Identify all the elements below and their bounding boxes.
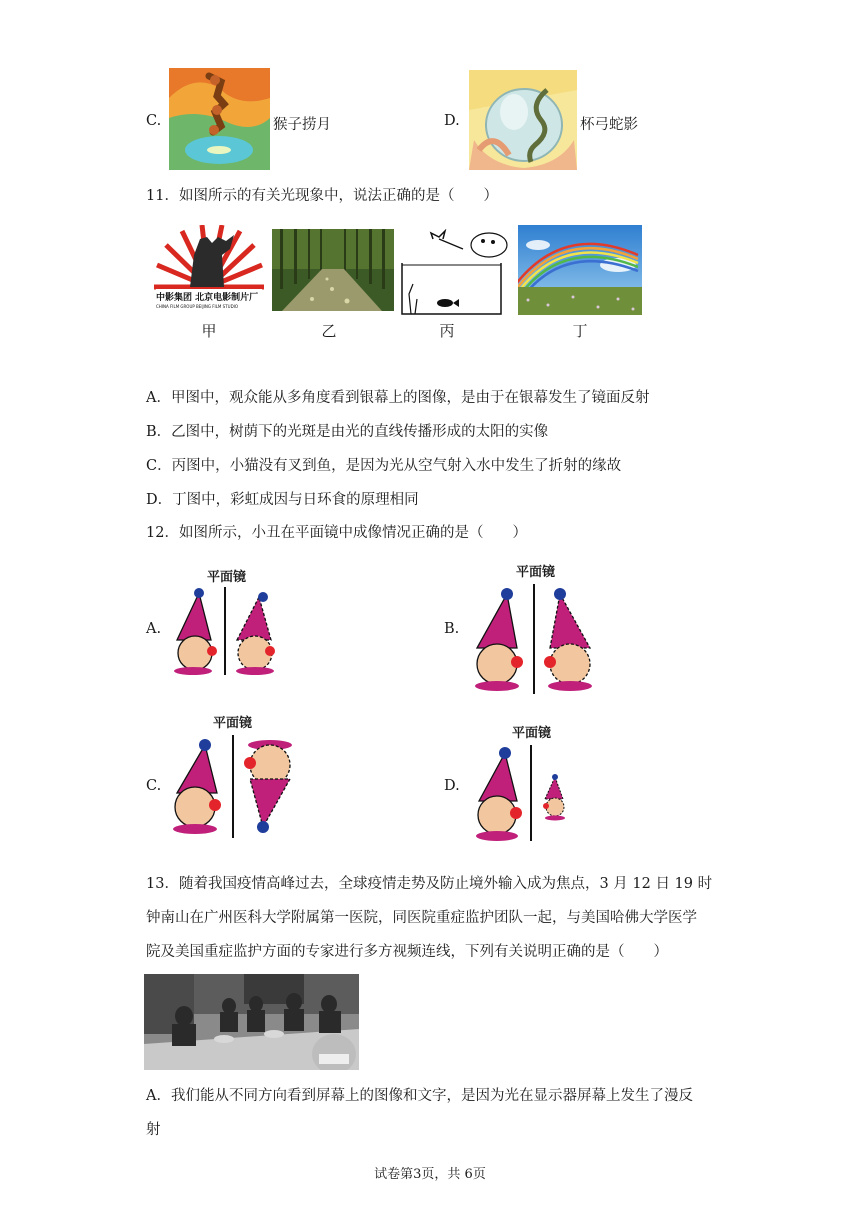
option-c-label: 猴子捞月 <box>273 117 331 133</box>
q12-option-a-letter: A. <box>146 621 162 637</box>
caption-ding: 丁 <box>572 322 588 340</box>
q11-option-b: B．乙图中，树荫下的光斑是由光的直线传播形成的太阳的实像 <box>146 424 549 440</box>
monkey-moon-picture <box>169 68 270 170</box>
caption-bing: 丙 <box>439 322 455 340</box>
clown-option-d-figure <box>467 743 587 848</box>
q12-option-c-letter: C. <box>146 778 162 794</box>
q13-option-a-line-2: 射 <box>146 1122 161 1138</box>
clown-option-c-figure <box>165 733 300 843</box>
video-conference-photo <box>144 974 359 1070</box>
clown-option-a-figure <box>165 585 285 680</box>
q11-option-a: A．甲图中，观众能从多角度看到银幕上的图像，是由于在银幕发生了镜面反射 <box>146 390 650 406</box>
q13-stem-line-2: 钟南山在广州医科大学附属第一医院，同医院重症监护团队一起，与美国哈佛大学医学 <box>146 910 697 926</box>
mirror-label-c: 平面镜 <box>213 716 253 731</box>
q12-option-b-letter: B. <box>444 621 460 637</box>
q13-stem-line-3: 院及美国重症监护方面的专家进行多方视频连线，下列有关说明正确的是（ ） <box>146 944 668 960</box>
option-c-letter: C. <box>146 113 162 129</box>
caption-yi: 乙 <box>321 322 337 340</box>
q11-option-c: C．丙图中，小猫没有叉到鱼，是因为光从空气射入水中发生了折射的缘故 <box>146 458 622 474</box>
clown-option-b-figure <box>462 582 602 697</box>
tree-shade-picture <box>272 229 394 311</box>
mirror-label-a: 平面镜 <box>207 570 247 585</box>
cat-fishing-picture <box>401 229 515 315</box>
mirror-label-d: 平面镜 <box>512 726 552 741</box>
q12-option-d-letter: D. <box>444 778 460 794</box>
caption-jia: 甲 <box>201 322 217 340</box>
rainbow-picture <box>518 225 642 315</box>
film-studio-logo-picture <box>152 225 266 315</box>
cup-snake-picture <box>469 70 577 170</box>
q11-stem: 11．如图所示的有关光现象中，说法正确的是（ ） <box>146 188 498 204</box>
mirror-label-b: 平面镜 <box>516 565 556 580</box>
page-footer: 试卷第3页，共 6页 <box>374 1167 486 1182</box>
logo-text: 中影集团 北京电影制片厂 <box>156 293 259 303</box>
logo-subtext: CHINA FILM GROUP BEIJING FILM STUDIO <box>156 304 238 309</box>
option-d-letter: D. <box>444 113 460 129</box>
option-d-label: 杯弓蛇影 <box>580 117 638 133</box>
q11-option-d: D．丁图中，彩虹成因与日环食的原理相同 <box>146 492 419 508</box>
q12-stem: 12．如图所示，小丑在平面镜中成像情况正确的是（ ） <box>146 525 527 541</box>
q13-option-a-line-1: A．我们能从不同方向看到屏幕上的图像和文字，是因为光在显示器屏幕上发生了漫反 <box>146 1088 693 1104</box>
q13-stem-line-1: 13．随着我国疫情高峰过去，全球疫情走势及防止境外输入成为焦点，3 月 12 日 19 时 <box>146 876 713 892</box>
